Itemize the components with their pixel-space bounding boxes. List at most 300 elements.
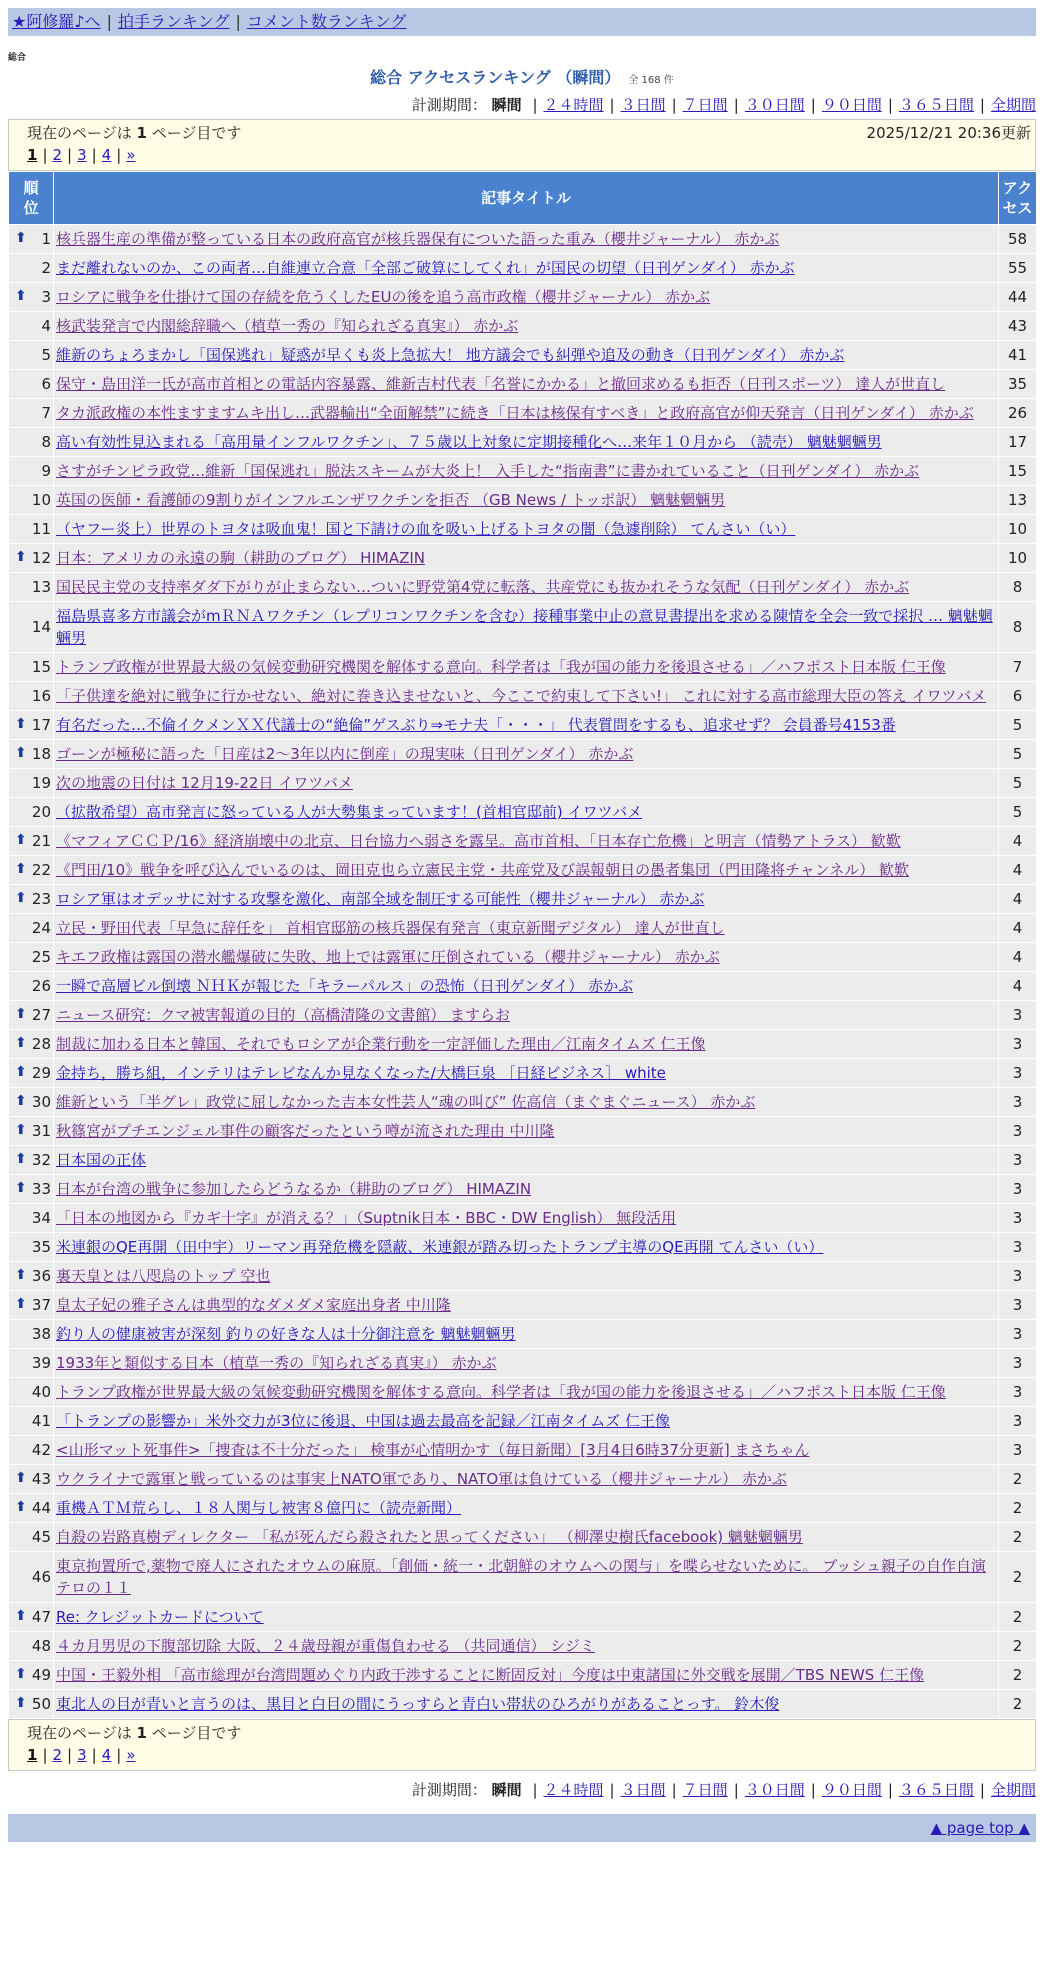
title-cell (54, 602, 999, 653)
access-count: 3 (999, 1291, 1037, 1320)
article-title-link[interactable]: 保守・島田洋一氏が高市首相との電話内容暴露、維新吉村代表「名誉にかかる」と撤回求めるも拒否（日刊スポーツ） 達人が世直し (56, 375, 946, 393)
period-link[interactable]: ９０日間 (821, 96, 882, 114)
article-title-link[interactable]: 日本が台湾の戦争に参加したらどうなるか（耕助のブログ） HIMAZIN (56, 1180, 532, 1198)
access-count: 4 (999, 972, 1037, 1001)
access-count: 17 (999, 428, 1037, 457)
rank-up-arrow-icon: ⬆ (15, 715, 27, 732)
table-row (9, 914, 1037, 943)
rank-cell (9, 399, 54, 428)
article-title-link[interactable]: 重機ＡＴＭ荒らし、１８人関与し被害８億円に（読売新聞） (56, 1499, 462, 1517)
rank-number: 33 (31, 1180, 51, 1198)
rank-number: 28 (31, 1035, 51, 1053)
table-row (9, 1465, 1037, 1494)
period-current: 瞬間 (491, 1781, 522, 1799)
access-count: 2 (999, 1552, 1037, 1603)
rank-number: 6 (41, 375, 51, 393)
table-row (9, 1349, 1037, 1378)
rank-cell (9, 544, 54, 573)
title-cell (54, 1117, 999, 1146)
period-separator: | (810, 1781, 816, 1799)
period-link[interactable]: ２４時間 (543, 96, 604, 114)
article-title-link[interactable]: まだ離れないのか、この両者…自維連立合意「全部ご破算にしてくれ」が国民の切望（日刊ゲンダイ） 赤かぶ (56, 259, 795, 277)
article-title-link[interactable]: 釣り人の健康被害が深刻 釣りの好きな人は十分御注意を 魑魅魍魎男 (56, 1325, 516, 1343)
article-title-link[interactable]: 維新という「半グレ」政党に屈しなかった吉本女性芸人“魂の叫び” 佐高信（まぐまぐニュース） 赤かぶ (56, 1093, 756, 1111)
page-status-number: 1 (136, 1724, 147, 1742)
title-cell (54, 1059, 999, 1088)
rank-number: 47 (31, 1608, 51, 1626)
rank-cell (9, 740, 54, 769)
table-row (9, 1603, 1037, 1632)
pager-separator: | (116, 1746, 122, 1764)
table-row (9, 827, 1037, 856)
period-separator: | (532, 1781, 538, 1799)
rank-cell (9, 1436, 54, 1465)
access-count: 6 (999, 682, 1037, 711)
rank-up-arrow-icon: ⬆ (15, 744, 27, 761)
access-count: 41 (999, 341, 1037, 370)
article-title-link[interactable]: 制裁に加わる日本と韓国、それでもロシアが企業行動を一定評価した理由／江南タイムズ 仁王像 (56, 1035, 706, 1053)
period-separator: | (733, 1781, 739, 1799)
rank-cell (9, 1690, 54, 1719)
period-link[interactable]: ３０日間 (744, 1781, 805, 1799)
title-cell (54, 1001, 999, 1030)
access-count: 7 (999, 653, 1037, 682)
rank-cell (9, 515, 54, 544)
section-label: 総合 (8, 53, 27, 63)
title-cell (54, 428, 999, 457)
title-cell (54, 573, 999, 602)
rank-cell (9, 1465, 54, 1494)
rank-number: 3 (41, 288, 51, 306)
article-title-link[interactable]: 東北人の目が青いと言うのは、黒目と白目の間にうっすらと青白い帯状のひろがりがあることっす。 鈴木俊 (56, 1695, 780, 1713)
title-cell (54, 972, 999, 1001)
total-count: 全 168 件 (628, 75, 674, 86)
rank-number: 7 (41, 404, 51, 422)
article-title-link[interactable]: 裏天皇とは八咫烏のトップ 空也 (56, 1267, 271, 1285)
rank-cell (9, 972, 54, 1001)
rank-number: 13 (31, 578, 51, 596)
article-title-link[interactable]: トランプ政権が世界最大級の気候変動研究機関を解体する意向。科学者は「我が国の能力を後退させる」／ハフポスト日本版 仁王像 (56, 658, 946, 676)
rank-number: 48 (31, 1637, 51, 1655)
period-links (526, 1781, 1036, 1799)
page-status (27, 122, 241, 144)
table-header-row (9, 172, 1037, 225)
title-cell (54, 682, 999, 711)
period-separator: | (887, 96, 893, 114)
table-row (9, 1291, 1037, 1320)
rank-number: 20 (31, 803, 51, 821)
period-link[interactable]: ７日間 (682, 96, 728, 114)
rank-up-arrow-icon: ⬆ (15, 1498, 27, 1515)
top-nav-bar (8, 8, 1036, 36)
pager-separator: | (91, 146, 97, 164)
article-title-link[interactable]: （ヤフー炎上）世界のトヨタは吸血鬼！国と下請けの血を吸い上げるトヨタの闇（急遽削除） てんさい（い） (56, 520, 796, 538)
period-link[interactable]: 全期間 (990, 96, 1036, 114)
article-title-link[interactable]: ゴーンが極秘に語った「日産は2〜3年以内に倒産」の現実味（日刊ゲンダイ） 赤かぶ (56, 745, 634, 763)
access-count: 2 (999, 1603, 1037, 1632)
title-cell (54, 515, 999, 544)
rank-up-arrow-icon: ⬆ (15, 548, 27, 565)
title-cell (54, 1632, 999, 1661)
rank-number: 30 (31, 1093, 51, 1111)
rank-number: 25 (31, 948, 51, 966)
article-title-link[interactable]: 《マフィアＣＣＰ/16》経済崩壊中の北京、日台協力へ弱さを露呈。高市首相、「日本存亡危機」と明言（情勢アトラス） 歓歎 (56, 832, 901, 850)
table-row (9, 283, 1037, 312)
pager-separator: | (67, 146, 73, 164)
article-title-link[interactable]: トランプ政権が世界最大級の気候変動研究機関を解体する意向。科学者は「我が国の能力を後退させる」／ハフポスト日本版 仁王像 (56, 1383, 946, 1401)
pager-separator: | (91, 1746, 97, 1764)
rank-cell (9, 1603, 54, 1632)
title-cell (54, 711, 999, 740)
rank-number: 10 (31, 491, 51, 509)
table-row (9, 1378, 1037, 1407)
access-count: 3 (999, 1233, 1037, 1262)
table-row (9, 885, 1037, 914)
rank-number: 2 (41, 259, 51, 277)
rank-cell (9, 1632, 54, 1661)
period-link[interactable]: ３６５日間 (898, 96, 974, 114)
rank-number: 17 (31, 716, 51, 734)
title-cell (54, 1436, 999, 1465)
access-count: 2 (999, 1661, 1037, 1690)
article-title-link[interactable]: 金持ち，勝ち組，インテリはテレビなんか見なくなった/大橋巨泉 ［日経ビジネス］ white (56, 1064, 666, 1082)
rank-cell (9, 1204, 54, 1233)
article-title-link[interactable]: 核武装発言で内閣総辞職へ（植草一秀の『知られざる真実』） 赤かぶ (56, 317, 519, 335)
access-count: 3 (999, 1262, 1037, 1291)
rank-cell (9, 370, 54, 399)
page-info-top (8, 119, 1036, 171)
article-title-link[interactable]: 「トランプの影響か」米外交力が3位に後退、中国は過去最高を記録／江南タイムズ 仁王像 (56, 1412, 671, 1430)
access-count: 10 (999, 515, 1037, 544)
rank-cell (9, 602, 54, 653)
table-row (9, 312, 1037, 341)
table-row (9, 1407, 1037, 1436)
title-cell (54, 914, 999, 943)
access-count: 5 (999, 769, 1037, 798)
access-count: 3 (999, 1436, 1037, 1465)
article-title-link[interactable]: 高い有効性見込まれる「高用量インフルワクチン」、７５歳以上対象に定期接種化へ…来年１０月から （読売） 魑魅魍魎男 (56, 433, 882, 451)
access-count: 26 (999, 399, 1037, 428)
article-title-link[interactable]: ロシアに戦争を仕掛けて国の存続を危うくしたEUの後を追う高市政権（櫻井ジャーナル） 赤かぶ (56, 288, 711, 306)
table-row (9, 1146, 1037, 1175)
article-title-link[interactable]: 自殺の岩路真樹ディレクター 「私が死んだら殺されたと思ってください」 （柳澤史樹氏facebook) 魑魅魍魎男 (56, 1528, 803, 1546)
period-separator: | (979, 96, 985, 114)
article-title-link[interactable]: 1933年と類似する日本（植草一秀の『知られざる真実』） 赤かぶ (56, 1354, 497, 1372)
access-count: 2 (999, 1523, 1037, 1552)
article-title-link[interactable]: （拡散希望）高市発言に怒っている人が大勢集まっています！(首相官邸前) イワツバメ (56, 803, 643, 821)
rank-cell (9, 486, 54, 515)
rank-number: 43 (31, 1470, 51, 1488)
rank-cell (9, 312, 54, 341)
title-cell (54, 1349, 999, 1378)
pager-top (9, 144, 1035, 166)
rank-number: 45 (31, 1528, 51, 1546)
rank-column-header: 順位 (9, 172, 54, 225)
access-count: 55 (999, 254, 1037, 283)
article-title-link[interactable]: 日本国の正体 (56, 1151, 147, 1169)
title-cell (54, 856, 999, 885)
table-row (9, 428, 1037, 457)
rank-up-arrow-icon: ⬆ (15, 1694, 27, 1711)
nav-separator: | (106, 12, 112, 31)
table-row (9, 1494, 1037, 1523)
table-row (9, 370, 1037, 399)
title-cell (54, 1175, 999, 1204)
article-title-link[interactable]: ４カ月男児の下腹部切除 大阪、２４歳母親が重傷負わせる （共同通信） シジミ (56, 1637, 595, 1655)
title-cell (54, 544, 999, 573)
rank-number: 35 (31, 1238, 51, 1256)
rank-up-arrow-icon: ⬆ (15, 831, 27, 848)
access-count: 2 (999, 1465, 1037, 1494)
access-count: 3 (999, 1320, 1037, 1349)
article-title-link[interactable]: 《門田/10》戦争を呼び込んでいるのは、岡田克也ら立憲民主党・共産党及び誤報朝日の愚者集団（門田隆将チャンネル） 歓歎 (56, 861, 910, 879)
period-selector-bottom (8, 1779, 1036, 1800)
access-count: 3 (999, 1204, 1037, 1233)
rank-number: 32 (31, 1151, 51, 1169)
rank-cell (9, 1059, 54, 1088)
period-selector-top (8, 94, 1036, 115)
comment-ranking-link[interactable]: コメント数ランキング (246, 12, 407, 31)
rank-number: 4 (41, 317, 51, 335)
pager-page-link[interactable]: 2 (52, 1746, 63, 1764)
rank-cell (9, 1030, 54, 1059)
title-cell (54, 1494, 999, 1523)
article-title-link[interactable]: 英国の医師・看護師の9割りがインフルエンザワクチンを拒否 （GB News / トッポ訳） 魑魅魍魎男 (56, 491, 726, 509)
rank-up-arrow-icon: ⬆ (15, 1179, 27, 1196)
page-status-prefix: 現在のページは (27, 1724, 132, 1742)
article-title-link[interactable]: ロシア軍はオデッサに対する攻撃を激化、南部全域を制圧する可能性（櫻井ジャーナル） 赤かぶ (56, 890, 705, 908)
rank-number: 44 (31, 1499, 51, 1517)
period-link[interactable]: ３６５日間 (898, 1781, 974, 1799)
rank-cell (9, 1175, 54, 1204)
access-count: 3 (999, 1175, 1037, 1204)
access-count: 58 (999, 225, 1037, 254)
rank-number: 18 (31, 745, 51, 763)
rank-up-arrow-icon: ⬆ (15, 287, 27, 304)
rank-number: 15 (31, 658, 51, 676)
rank-cell (9, 1001, 54, 1030)
table-row (9, 544, 1037, 573)
rank-cell (9, 943, 54, 972)
access-count: 3 (999, 1001, 1037, 1030)
home-link[interactable]: ★阿修羅♪へ (12, 12, 101, 31)
access-count: 3 (999, 1117, 1037, 1146)
title-cell (54, 312, 999, 341)
title-cell (54, 798, 999, 827)
rank-cell (9, 856, 54, 885)
table-row (9, 1262, 1037, 1291)
rank-number: 27 (31, 1006, 51, 1024)
rank-number: 29 (31, 1064, 51, 1082)
table-row (9, 254, 1037, 283)
article-title-link[interactable]: Re: クレジットカードについて (56, 1608, 264, 1626)
rank-cell (9, 573, 54, 602)
table-row (9, 856, 1037, 885)
article-title-link[interactable]: 次の地震の日付は 12月19-22日 イワツバメ (56, 774, 353, 792)
rank-up-arrow-icon: ⬆ (15, 1266, 27, 1283)
period-separator: | (887, 1781, 893, 1799)
article-title-link[interactable]: 維新のちょろまかし「国保逃れ」疑惑が早くも炎上急拡大！ 地方議会でも糾弾や追及の動き（日刊ゲンダイ） 赤かぶ (56, 346, 845, 364)
rank-cell (9, 827, 54, 856)
article-title-link[interactable]: 核兵器生産の準備が整っている日本の政府高官が核兵器保有についた語った重み（櫻井ジャーナル） 赤かぶ (56, 230, 780, 248)
article-title-link[interactable]: 「子供達を絶対に戦争に行かせない、絶対に巻き込ませないと、今ここで約束して下さい!」 これに対する高市総理大臣の答え イワツバメ (56, 687, 987, 705)
rank-cell (9, 1523, 54, 1552)
period-link[interactable]: ３日間 (620, 1781, 666, 1799)
rank-cell (9, 1262, 54, 1291)
access-count: 3 (999, 1407, 1037, 1436)
access-count: 44 (999, 283, 1037, 312)
rank-cell (9, 1407, 54, 1436)
pager-next-link[interactable]: » (126, 1746, 136, 1764)
access-count: 4 (999, 827, 1037, 856)
rank-cell (9, 254, 54, 283)
pager-bottom (9, 1744, 1035, 1766)
rank-cell (9, 1146, 54, 1175)
title-cell (54, 1407, 999, 1436)
article-title-link[interactable]: 皇太子妃の雅子さんは典型的なダメダメ家庭出身者 中川隆 (56, 1296, 451, 1314)
access-count: 2 (999, 1632, 1037, 1661)
pager-page-link[interactable]: 3 (77, 1746, 87, 1764)
access-count: 3 (999, 1030, 1037, 1059)
access-count: 8 (999, 573, 1037, 602)
access-count: 35 (999, 370, 1037, 399)
title-cell (54, 283, 999, 312)
table-row (9, 1523, 1037, 1552)
title-cell (54, 1233, 999, 1262)
updated-timestamp: 2025/12/21 20:36更新 (866, 124, 1031, 142)
rank-number: 21 (31, 832, 51, 850)
rank-up-arrow-icon: ⬆ (15, 1295, 27, 1312)
period-link[interactable]: 全期間 (990, 1781, 1036, 1799)
title-cell (54, 1291, 999, 1320)
pager-page-link[interactable]: 2 (52, 146, 63, 164)
rank-number: 50 (31, 1695, 51, 1713)
article-title-link[interactable]: 秋篠宮がプチエンジェル事件の顧客だったという噂が流された理由 中川隆 (56, 1122, 555, 1140)
table-row (9, 1117, 1037, 1146)
rank-cell (9, 1349, 54, 1378)
rank-up-arrow-icon: ⬆ (15, 860, 27, 877)
pager-page-link[interactable]: 4 (101, 146, 112, 164)
table-row (9, 798, 1037, 827)
rank-cell (9, 769, 54, 798)
access-count: 3 (999, 1146, 1037, 1175)
article-title-link[interactable]: ニュース研究：クマ被害報道の目的（高橋清隆の文書館） ますらお (56, 1006, 511, 1024)
table-row (9, 457, 1037, 486)
page-top-link[interactable]: ▲ page top ▲ (930, 1819, 1030, 1837)
table-row (9, 602, 1037, 653)
article-title-link[interactable]: <山形マット死事件>「捜査は不十分だった」 検事が心情明かす（毎日新聞）[3月4日6時37分更新] まさちゃん (56, 1441, 810, 1459)
rank-cell (9, 428, 54, 457)
article-title-link[interactable]: 「日本の地図から『カギ十字』が消える？」（Suptnik日本・BBC・DW English） 無段活用 (56, 1209, 677, 1227)
article-title-link[interactable]: 中国・王毅外相 「高市総理が台湾問題めぐり内政干渉することに断固反対」今度は中東諸国に外交戦を展開／TBS NEWS 仁王像 (56, 1666, 925, 1684)
pager-page-link[interactable]: 4 (101, 1746, 112, 1764)
pager-next-link[interactable]: » (126, 146, 136, 164)
article-title-link[interactable]: ウクライナで露軍と戦っているのは事実上NATO軍であり、NATO軍は負けている（櫻井ジャーナル） 赤かぶ (56, 1470, 787, 1488)
access-count: 3 (999, 1378, 1037, 1407)
title-cell (54, 254, 999, 283)
pager-current-page: 1 (27, 146, 38, 164)
clap-ranking-link[interactable]: 拍手ランキング (117, 12, 230, 31)
rank-number: 26 (31, 977, 51, 995)
title-column-header: 記事タイトル (54, 172, 999, 225)
rank-number: 16 (31, 687, 51, 705)
access-count: 3 (999, 1349, 1037, 1378)
access-count: 4 (999, 914, 1037, 943)
article-title-link[interactable]: 国民民主党の支持率ダダ下がりが止まらない…ついに野党第4党に転落、共産党にも抜かれそうな気配（日刊ゲンダイ） 赤かぶ (56, 578, 910, 596)
table-row (9, 769, 1037, 798)
table-row (9, 1030, 1037, 1059)
title-cell (54, 1262, 999, 1291)
access-count: 4 (999, 943, 1037, 972)
period-link[interactable]: ７日間 (682, 1781, 728, 1799)
rank-up-arrow-icon: ⬆ (15, 1607, 27, 1624)
title-cell (54, 827, 999, 856)
table-row (9, 1059, 1037, 1088)
article-title-link[interactable]: さすがチンピラ政党…維新「国保逃れ」脱法スキームが大炎上！ 入手した“指南書”に書かれていること（日刊ゲンダイ） 赤かぶ (56, 462, 920, 480)
period-links (526, 96, 1036, 114)
rank-number: 49 (31, 1666, 51, 1684)
period-separator: | (609, 1781, 615, 1799)
rank-number: 40 (31, 1383, 51, 1401)
page-info-bottom (8, 1719, 1036, 1771)
article-title-link[interactable]: 日本：アメリカの永遠の駒（耕助のブログ） HIMAZIN (56, 549, 425, 567)
article-title-link[interactable]: 米連銀のQE再開（田中宇）リーマン再発危機を隠蔽、米連銀が踏み切ったトランプ主導のQE再開 てんさい（い） (56, 1238, 824, 1256)
period-separator: | (979, 1781, 985, 1799)
access-count: 2 (999, 1690, 1037, 1719)
article-title-link[interactable]: キエフ政権は露国の潜水艦爆破に失敗、地上では露軍に圧倒されている（櫻井ジャーナル） 赤かぶ (56, 948, 720, 966)
article-title-link[interactable]: 東京拘置所で,薬物で廃人にされたオウムの麻原。「創価・統一・北朝鮮のオウムへの関与」を喋らせないために。 ブッシュ親子の自作自演テロの１１ (56, 1557, 986, 1597)
rank-up-arrow-icon: ⬆ (15, 889, 27, 906)
period-link[interactable]: ２４時間 (543, 1781, 604, 1799)
rank-up-arrow-icon: ⬆ (15, 1063, 27, 1080)
rank-number: 19 (31, 774, 51, 792)
pager-separator: | (67, 1746, 73, 1764)
article-title-link[interactable]: 立民・野田代表「早急に辞任を」 首相官邸筋の核兵器保有発言（東京新聞デジタル） 達人が世直し (56, 919, 725, 937)
pager-page-link[interactable]: 3 (77, 146, 87, 164)
article-title-link[interactable]: 福島県喜多方市議会がmＲＮＡワクチン（レプリコンワクチンを含む）接種事業中止の意見書提出を求める陳情を全会一致で採択 … 魑魅魍魎男 (56, 607, 993, 647)
title-cell (54, 341, 999, 370)
period-link[interactable]: ９０日間 (821, 1781, 882, 1799)
rank-cell (9, 225, 54, 254)
page-status (27, 1722, 241, 1744)
title-cell (54, 1661, 999, 1690)
title-cell (54, 1378, 999, 1407)
rank-cell (9, 1088, 54, 1117)
rank-up-arrow-icon: ⬆ (15, 1005, 27, 1022)
rank-number: 5 (41, 346, 51, 364)
rank-number: 22 (31, 861, 51, 879)
rank-cell (9, 1233, 54, 1262)
table-row (9, 1175, 1037, 1204)
access-count: 3 (999, 1059, 1037, 1088)
period-link[interactable]: ３０日間 (744, 96, 805, 114)
table-row (9, 515, 1037, 544)
article-title-link[interactable]: 一瞬で高層ビル倒壊 ＮＨＫが報じた「キラーパルス」の恐怖（日刊ゲンダイ） 赤かぶ (56, 977, 634, 995)
rank-up-arrow-icon: ⬆ (15, 1034, 27, 1051)
period-separator: | (733, 96, 739, 114)
article-title-link[interactable]: 有名だった…不倫イクメンＸＸ代議士の“絶倫”ゲスぶり⇒モナ夫「・・・」 代表質問をするも、追求せず？ 会員番号4153番 (56, 716, 896, 734)
title-cell (54, 1320, 999, 1349)
bottom-bar (8, 1814, 1036, 1842)
table-row (9, 1661, 1037, 1690)
article-title-link[interactable]: タカ派政権の本性ますますムキ出し…武器輸出“全面解禁”に続き「日本は核保有すべき」と政府高官が仰天発言（日刊ゲンダイ） 赤かぶ (56, 404, 974, 422)
rank-number: 24 (31, 919, 51, 937)
rank-number: 11 (31, 520, 51, 538)
period-label: 計測期間： (411, 1781, 487, 1799)
rank-cell (9, 914, 54, 943)
title-cell (54, 1146, 999, 1175)
period-link[interactable]: ３日間 (620, 96, 666, 114)
